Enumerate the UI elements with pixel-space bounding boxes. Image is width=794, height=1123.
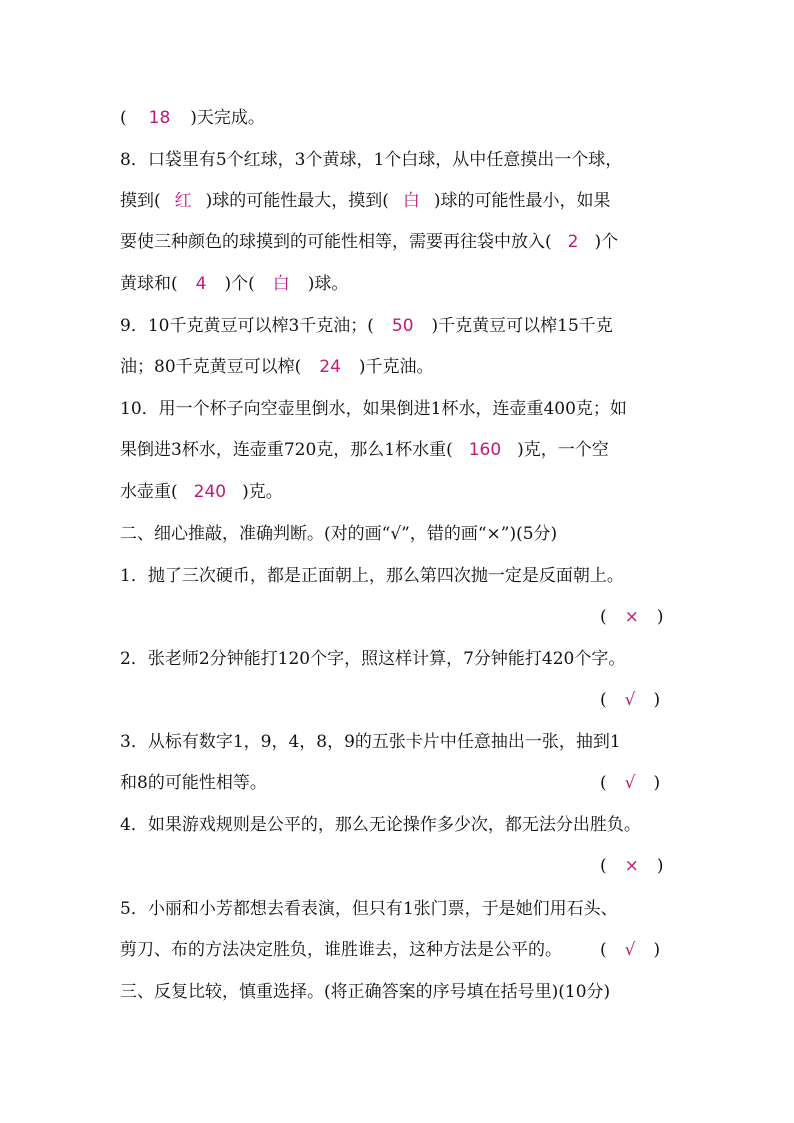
judge-3-answer-box — [600, 771, 676, 795]
q8-text: 黄球和( — [120, 274, 178, 294]
q10-text: 果倒进3杯水，连壶重720克，那么1杯水重( — [120, 440, 453, 460]
judge-5-line-2: 剪刀、布的方法决定胜负，谁胜谁去，这种方法是公平的。 — [120, 940, 562, 960]
judge-2-answer-box — [600, 688, 676, 712]
answer-q8-4: 4 — [195, 274, 207, 294]
q10-line-3 — [120, 480, 680, 504]
judge-3-line-2: 和8的可能性相等。 — [120, 773, 267, 793]
answer-q9-1: 50 — [391, 316, 414, 336]
q7-line — [120, 106, 680, 130]
judge-4-line-1: 4．如果游戏规则是公平的，那么无论操作多少次，都无法分出胜负。 — [120, 815, 641, 835]
judge-1-mark: × — [624, 607, 639, 627]
q10-text: )克。 — [242, 482, 283, 502]
section-2-heading: 二、细心推敲，准确判断。(对的画“√”，错的画“×”)(5分) — [120, 524, 558, 544]
q9-text: 9．10千克黄豆可以榨3千克油；( — [120, 316, 374, 336]
q9-text: )千克油。 — [358, 357, 434, 377]
judge-3-line-1: 3．从标有数字1，9，4，8，9的五张卡片中任意抽出一张，抽到1 — [120, 732, 621, 752]
paren-open: ( — [120, 108, 127, 128]
answer-q8-5: 白 — [272, 274, 290, 294]
q8-text: 摸到( — [120, 191, 161, 211]
q8-line-3 — [120, 230, 680, 254]
judge-3-mark: √ — [624, 773, 636, 793]
judge-1-answer-box — [600, 605, 676, 629]
judge-4-mark: × — [624, 856, 639, 876]
paren-close: ) — [653, 773, 661, 793]
q10-line-2 — [120, 438, 680, 462]
q8-text: )球的可能性最大，摸到( — [205, 191, 389, 211]
paren-open: ( — [600, 690, 607, 710]
paren-close: ) — [656, 856, 664, 876]
judge-5-answer-box — [600, 938, 676, 962]
q8-text: )个 — [594, 232, 619, 252]
judge-4-answer-box — [600, 854, 676, 878]
q10-text: 水壶重( — [120, 482, 178, 502]
q9-text: )千克黄豆可以榨15千克 — [431, 316, 613, 336]
judge-1-line-1: 1．抛了三次硬币，都是正面朝上，那么第四次抛一定是反面朝上。 — [120, 566, 624, 586]
answer-q7: 18 — [148, 108, 171, 128]
q8-text: )球。 — [307, 274, 349, 294]
q9-line-2 — [120, 355, 680, 379]
q8-line-2 — [120, 189, 680, 213]
answer-q8-3: 2 — [567, 232, 579, 252]
q8-line-1: 8．口袋里有5个红球，3个黄球，1个白球，从中任意摸出一个球， — [120, 150, 623, 170]
q10-text: )克，一个空 — [517, 440, 609, 460]
judge-2-line-1: 2．张老师2分钟能打120个字，照这样计算，7分钟能打420个字。 — [120, 649, 626, 669]
answer-q8-1: 红 — [174, 191, 192, 211]
paren-close: ) — [653, 690, 661, 710]
answer-q10-1: 160 — [468, 440, 502, 460]
q10-line-1: 10．用一个杯子向空壶里倒水，如果倒进1杯水，连壶重400克；如 — [120, 399, 627, 419]
q9-line-1 — [120, 314, 680, 338]
q8-line-4 — [120, 272, 680, 296]
paren-open: ( — [600, 940, 607, 960]
q8-text: )个( — [224, 274, 255, 294]
q8-text: 要使三种颜色的球摸到的可能性相等，需要再往袋中放入( — [120, 232, 552, 252]
paren-open: ( — [600, 773, 607, 793]
judge-5-mark: √ — [624, 940, 636, 960]
answer-q8-2: 白 — [402, 191, 420, 211]
answer-q9-2: 24 — [319, 357, 341, 377]
paren-close: ) — [656, 607, 664, 627]
paren-close: ) — [653, 940, 661, 960]
q7-text: )天完成。 — [190, 108, 265, 128]
paren-open: ( — [600, 856, 607, 876]
paren-open: ( — [600, 607, 607, 627]
q8-text: )球的可能性最小，如果 — [433, 191, 611, 211]
q9-text: 油；80千克黄豆可以榨( — [120, 357, 302, 377]
judge-5-line-1: 5．小丽和小芳都想去看表演，但只有1张门票，于是她们用石头、 — [120, 899, 618, 919]
answer-q10-2: 240 — [193, 482, 227, 502]
section-3-heading: 三、反复比较，慎重选择。(将正确答案的序号填在括号里)(10分) — [120, 982, 611, 1002]
judge-2-mark: √ — [624, 690, 636, 710]
